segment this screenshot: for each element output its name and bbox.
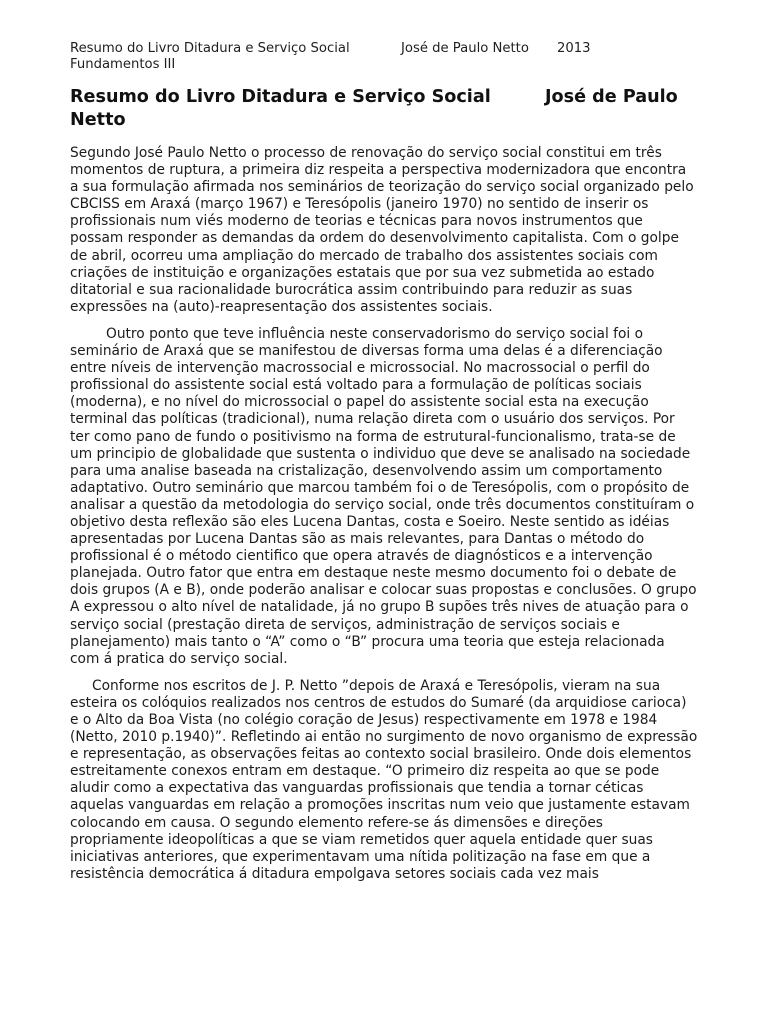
body-paragraph-1: Segundo José Paulo Netto o processo de renovação do serviço social constitui em três momentos de ruptura, a primeira diz respeita a perspectiva modernizadora que encontra a sua formulação afirmada nos seminários de teorização do serviço social organizado pelo CBCISS em Araxá (março 1967) e Teresópolis (janeiro 1970) no sentido de inserir os profissionais num viés moderno de teorias e técnicas para novos instrumentos que possam responder as demandas da ordem do desenvolvimento capitalista. Com o golpe de abril, ocorreu uma ampliação do mercado de trabalho dos assistentes sociais com criações de instituição e organizações estatais que por sua vez submetida ao estado ditatorial e sua racionalidade burocrática assim contribuindo para reduzir as suas expressões na (auto)-reapresentação dos assistentes sociais. (70, 145, 694, 315)
document-title-author: José de Paulo Netto (70, 87, 678, 130)
running-header-subtitle: Fundamentos III (70, 57, 176, 72)
running-header-row (70, 41, 710, 57)
document-body (70, 145, 698, 893)
body-paragraph-3: Conforme nos escritos de J. P. Netto ”depois de Araxá e Teresópolis, vieram na sua esteira os colóquios realizados nos centros de estudos do Sumaré (da arquidiose carioca) e o Alto da Boa Vista (no colégio coração de Jesus) respectivamente em 1978 e 1984 (Netto, 2010 p.1940)”. Refletindo ai então no surgimento de novo organismo de expressão e representação, as observações feitas ao contexto social brasileiro. Onde dois elementos estreitamente conexos entram em destaque. “O primeiro diz respeita ao que se pode aludir como a expectativa das vanguardas profissionais que tendia a tornar céticas aquelas vanguardas em relação a promoções inscritas num veio que justamente estavam colocando em causa. O segundo elemento refere-se ás dimensões e direções propriamente ideopolíticas a que se viam remetidos quer aquela entidade quer suas iniciativas anteriores, que experimentavam uma nítida politização na fase em que a resistência democrática á ditadura empolgava setores sociais cada vez mais (70, 677, 698, 882)
running-header-author: José de Paulo Netto (401, 41, 529, 56)
document-title (70, 86, 695, 132)
running-header-title: Resumo do Livro Ditadura e Serviço Social (70, 41, 350, 56)
document-title-text: Resumo do Livro Ditadura e Serviço Social (70, 87, 491, 107)
running-header (70, 41, 710, 73)
running-header-year: 2013 (557, 41, 591, 56)
body-paragraph-2: Outro ponto que teve influência neste conservadorismo do serviço social foi o seminário de Araxá que se manifestou de diversas forma uma delas é a diferenciação entre níveis de intervenção macrossocial e microssocial. No macrossocial o perfil do profissional do assistente social está voltado para a formulação de políticas sociais (moderna), e no nível do microssocial o papel do assistente social esta na execução terminal das políticas (tradicional), numa relação direta com o usuário dos serviços. Por ter como pano de fundo o positivismo na forma de estrutural-funcionalismo, trata-se de um principio de globalidade que sustenta o individuo que deve se analisado na sociedade para uma analise baseada na cristalização, desenvolvendo assim um comportamento adaptativo. Outro seminário que marcou também foi o de Teresópolis, com o propósito de analisar a questão da metodologia do serviço social, onde três documentos constituíram o objetivo desta reflexão são eles Lucena Dantas, costa e Soeiro. Neste sentido as idéias apresentadas por Lucena Dantas são as mais relevantes, para Dantas o método do profissional é o método cientifico que opera através de diagnósticos e a intervenção planejada. Outro fator que entra em destaque neste mesmo documento foi o debate de dois grupos (A e B), onde poderão analisar e colocar suas propostas e conclusões. O grupo A expressou o alto nível de natalidade, já no grupo B supões três nives de atuação para o serviço social (prestação direta de serviços, administração de serviços sociais e planejamento) mais tanto o “A” como o “B” procura uma teoria que esteja relacionada com á pratica do serviço social. (70, 325, 697, 667)
